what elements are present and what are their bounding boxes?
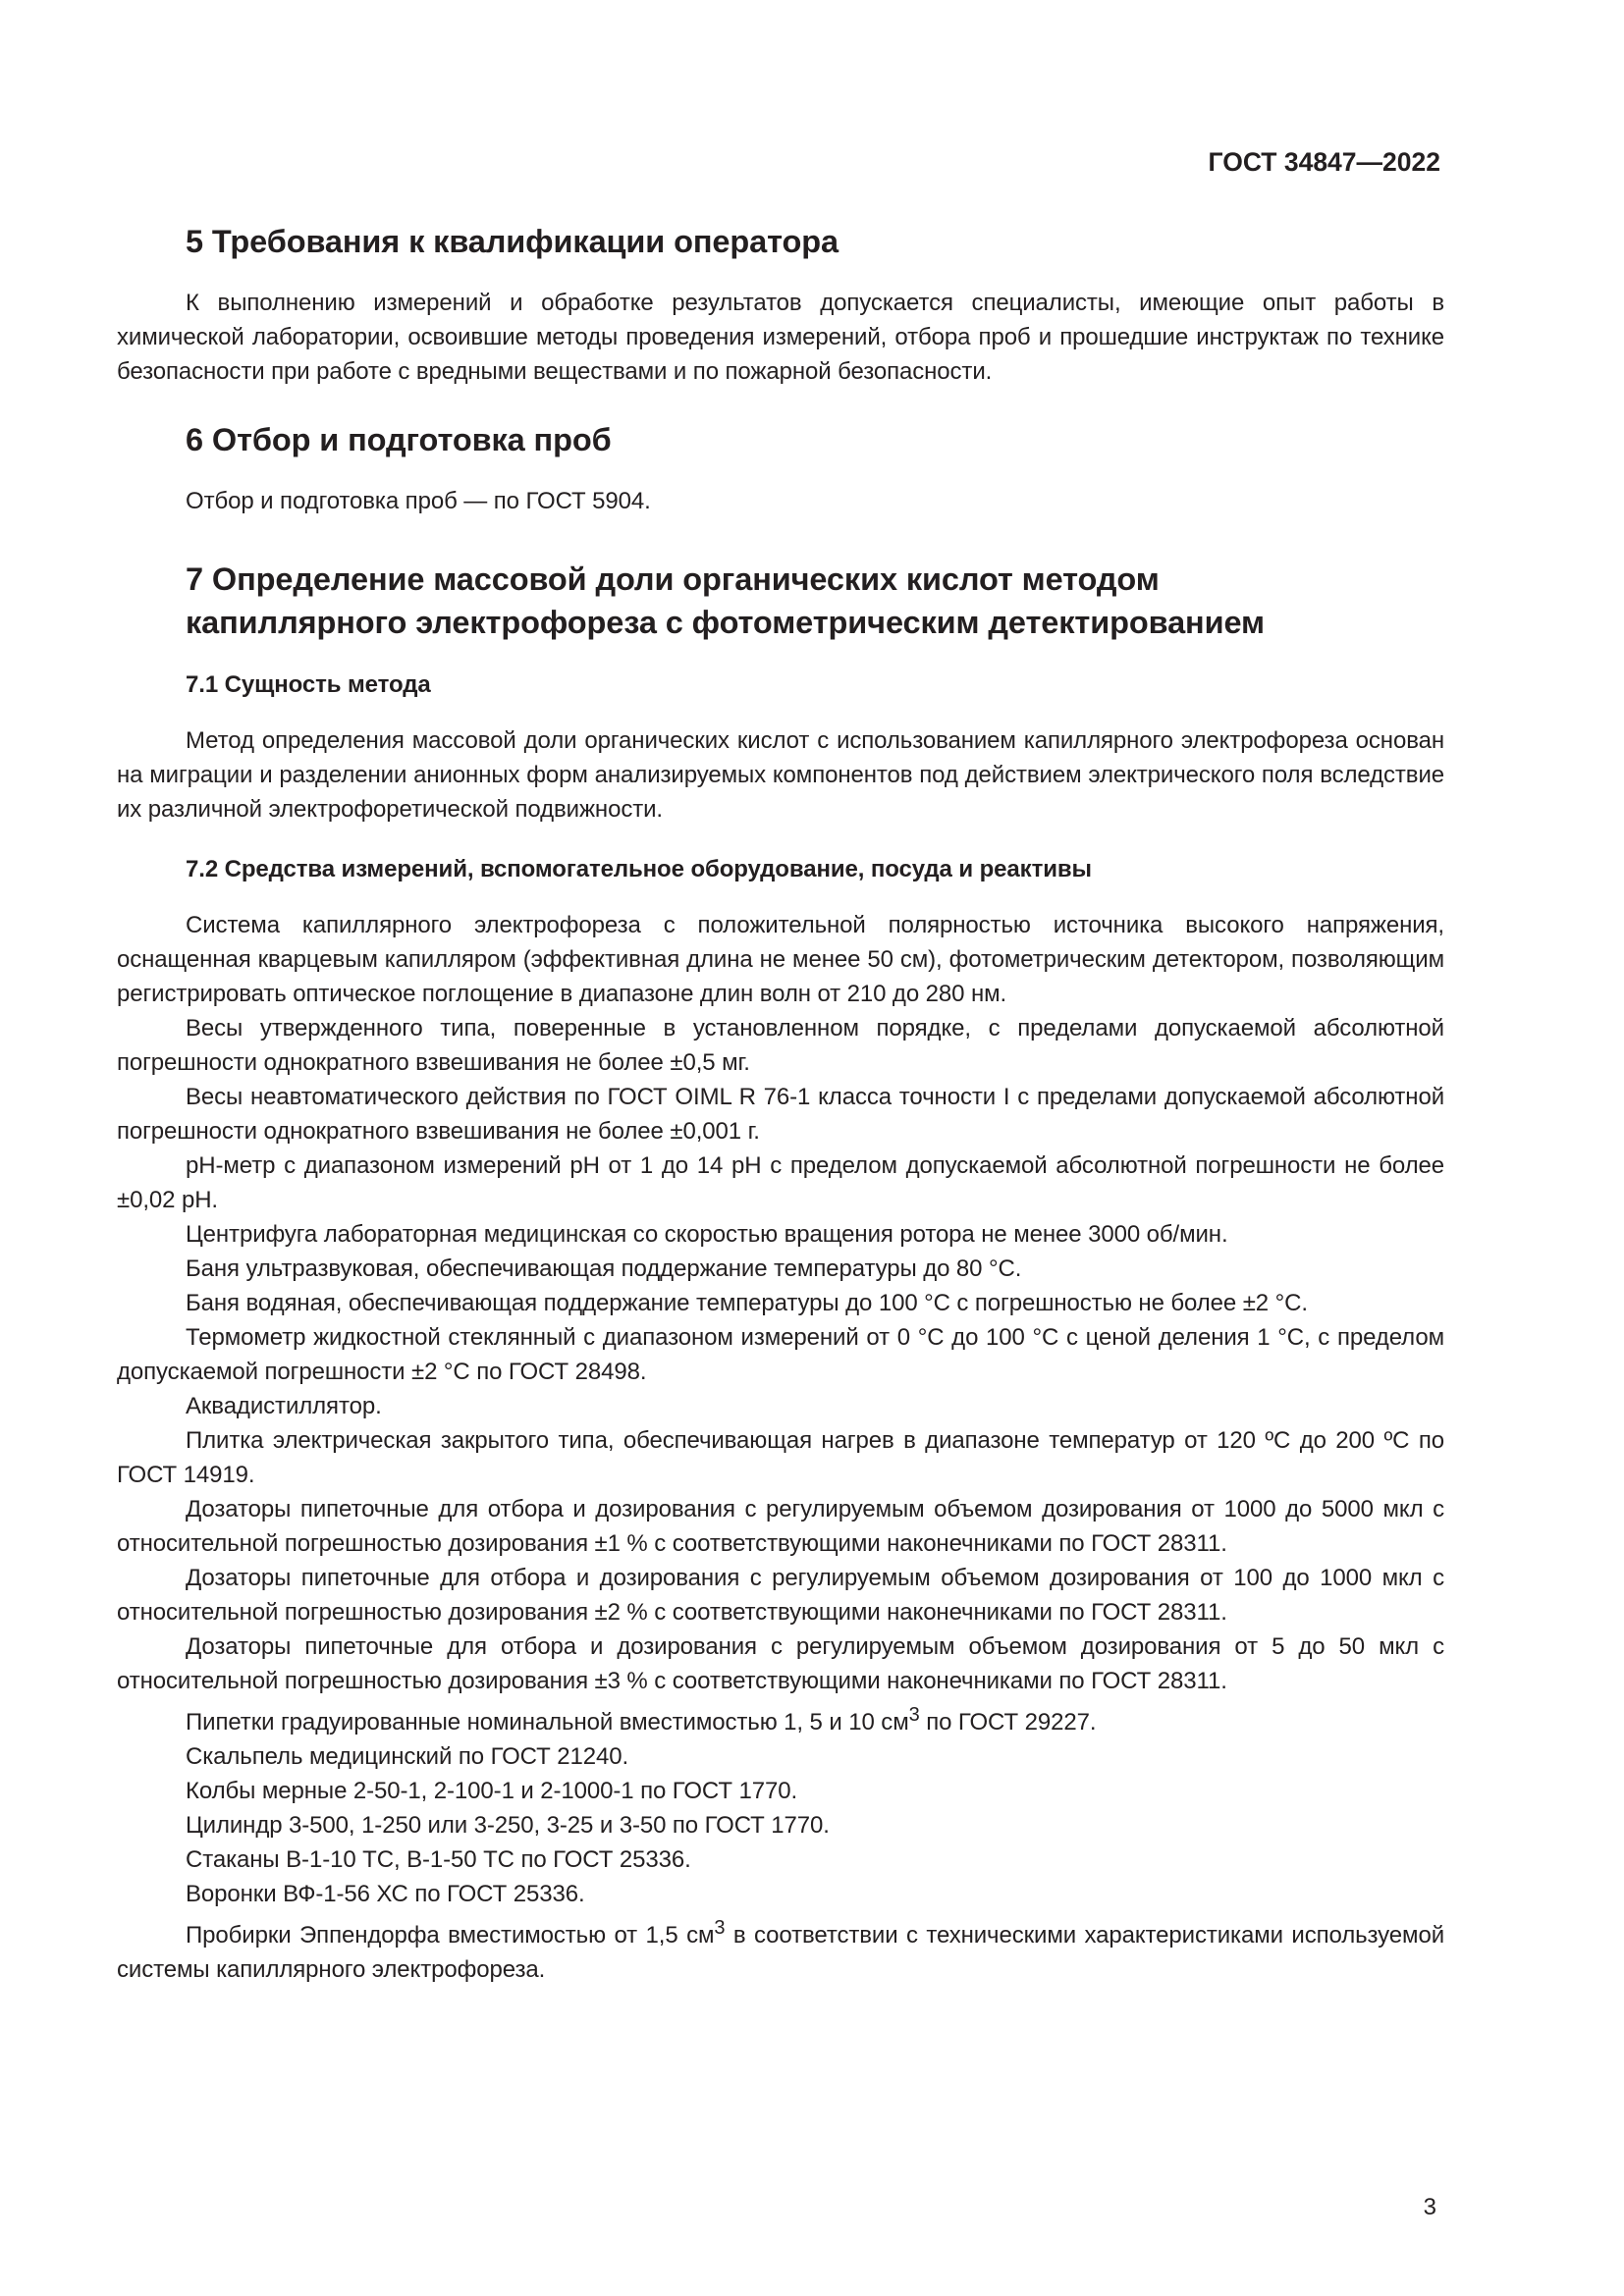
equipment-paragraph: Баня водяная, обеспечивающая поддержание температуры до 100 °С с погрешностью не более ±2 °С. (186, 1290, 1308, 1316)
page-body (117, 220, 1444, 1987)
equipment-paragraph: Скальпель медицинский по ГОСТ 21240. (186, 1743, 629, 1770)
equipment-paragraph: Система капиллярного электрофореза с положительной полярностью источника высокого напряжения, оснащенная кварцевым капилляром (эффективная длина не менее 50 см), фотометрическим детектором, позволяющим регистрировать оптическое поглощение в диапазоне длин волн от 210 до 280 нм. (117, 912, 1444, 1007)
section-5-heading: 5 Требования к квалификации оператора (186, 224, 839, 259)
section-5-paragraph: К выполнению измерений и обработке результатов допускается специалисты, имеющие опыт работы в химической лаборатории, освоившие методы проведения измерений, отбора проб и прошедшие инструктаж по технике безопасности при работе с вредными веществами и по пожарной безопасности. (117, 290, 1444, 385)
document-code: ГОСТ 34847—2022 (1208, 147, 1440, 177)
equipment-paragraph: Дозаторы пипеточные для отбора и дозирования с регулируемым объемом дозирования от 1000 до 5000 мкл с относительной погрешностью дозирования ±1 % с соответствующими наконечниками по ГОСТ 28311. (117, 1496, 1444, 1557)
equipment-paragraph: Баня ультразвуковая, обеспечивающая поддержание температуры до 80 °С. (186, 1255, 1022, 1282)
tubes-superscript: 3 (714, 1917, 726, 1939)
equipment-paragraph: Воронки ВФ-1-56 ХС по ГОСТ 25336. (186, 1881, 585, 1907)
equipment-paragraph: Колбы мерные 2-50-1, 2-100-1 и 2-1000-1 по ГОСТ 1770. (186, 1778, 798, 1804)
pipettes-text: Пипетки градуированные номинальной вместимостью 1, 5 и 10 см (186, 1709, 909, 1735)
tubes-text-end: в соответствии с техническими характеристиками используемой системы капиллярного электрофореза. (117, 1922, 1445, 1983)
pipettes-paragraph (117, 1698, 1444, 1739)
equipment-paragraph: Весы неавтоматического действия по ГОСТ OIML R 76-1 класса точности I с пределами допускаемой абсолютной погрешности однократного взвешивания не более ±0,001 г. (117, 1084, 1444, 1145)
equipment-paragraph: Весы утвержденного типа, поверенные в установленном порядке, с пределами допускаемой абсолютной погрешности однократного взвешивания не более ±0,5 мг. (117, 1015, 1444, 1076)
subsection-7-1-heading: 7.1 Сущность метода (186, 671, 431, 698)
equipment-paragraph: Плитка электрическая закрытого типа, обеспечивающая нагрев в диапазоне температур от 120 ºС до 200 ºС по ГОСТ 14919. (117, 1427, 1444, 1488)
equipment-paragraph: Цилиндр 3-500, 1-250 или 3-250, 3-25 и 3-50 по ГОСТ 1770. (186, 1812, 830, 1839)
equipment-paragraph: Термометр жидкостной стеклянный с диапазоном измерений от 0 °С до 100 °С с ценой деления 1 °С, с пределом допускаемой погрешности ±2 °С по ГОСТ 28498. (117, 1324, 1444, 1385)
tubes-paragraph (117, 1911, 1444, 1987)
subsection-7-1-paragraph: Метод определения массовой доли органических кислот с использованием капиллярного электрофореза основан на миграции и разделении анионных форм анализируемых компонентов под действием электрического поля вследствие их различной электрофоретической подвижности. (117, 727, 1444, 823)
section-7-heading-line-1: 7 Определение массовой доли органических кислот методом (186, 561, 1160, 597)
equipment-paragraph: Центрифуга лабораторная медицинская со скоростью вращения ротора не менее 3000 об/мин. (186, 1221, 1228, 1248)
equipment-paragraph: Стаканы В-1-10 ТС, В-1-50 ТС по ГОСТ 25336. (186, 1846, 691, 1873)
tubes-text: Пробирки Эппендорфа вместимостью от 1,5 см (186, 1922, 715, 1949)
subsection-7-2-heading: 7.2 Средства измерений, вспомогательное оборудование, посуда и реактивы (186, 856, 1092, 882)
equipment-paragraph: Дозаторы пипеточные для отбора и дозирования с регулируемым объемом дозирования от 5 до 50 мкл с относительной погрешностью дозирования ±3 % с соответствующими наконечниками по ГОСТ 28311. (117, 1633, 1444, 1694)
equipment-paragraph: Дозаторы пипеточные для отбора и дозирования с регулируемым объемом дозирования от 100 до 1000 мкл с относительной погрешностью дозирования ±2 % с соответствующими наконечниками по ГОСТ 28311. (117, 1565, 1444, 1626)
section-6-paragraph: Отбор и подготовка проб — по ГОСТ 5904. (186, 488, 651, 514)
equipment-paragraph: pH-метр с диапазоном измерений pH от 1 до 14 pH с пределом допускаемой абсолютной погрешности не более ±0,02 pH. (117, 1152, 1444, 1213)
section-6-heading: 6 Отбор и подготовка проб (186, 422, 612, 457)
equipment-paragraph: Аквадистиллятор. (186, 1393, 382, 1419)
section-7-heading (117, 558, 1444, 644)
section-7-heading-line-2: капиллярного электрофореза с фотометрическим детектированием (186, 605, 1265, 640)
pipettes-text-end: по ГОСТ 29227. (919, 1709, 1097, 1735)
pipettes-superscript: 3 (908, 1704, 920, 1726)
page-number: 3 (1423, 2194, 1436, 2220)
